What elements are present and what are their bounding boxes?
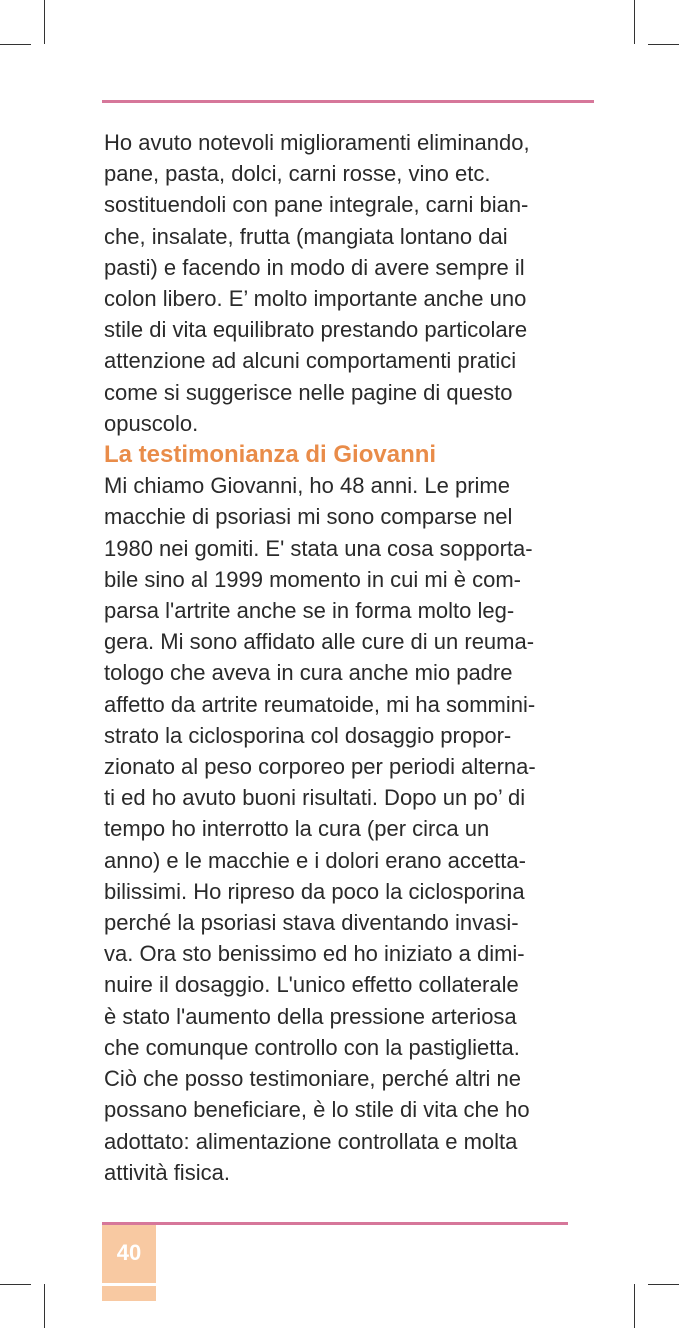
testimony-line: è stato l'aumento della pressione arteriosa (104, 1003, 517, 1029)
testimony-line: parsa l'artrite anche se in forma molto leg- (104, 598, 515, 624)
intro-line: che, insalate, frutta (mangiata lontano dai (104, 223, 508, 249)
testimony-line: va. Ora sto benissimo ed ho iniziato a dimi- (104, 941, 525, 967)
testimony-line: ti ed ho avuto buoni risultati. Dopo un po’ di (104, 785, 526, 811)
testimony-line: tologo che aveva in cura anche mio padre (104, 660, 513, 686)
crop-mark-top-right-horizontal (648, 44, 679, 45)
crop-mark-top-right-vertical (634, 0, 635, 44)
testimony-line: bilissimi. Ho ripreso da poco la ciclosporina (104, 878, 525, 904)
testimony-line: anno) e le macchie e i dolori erano accetta- (104, 847, 526, 873)
crop-mark-top-left-horizontal (0, 44, 31, 45)
page-body (104, 127, 564, 1188)
crop-mark-bottom-right-horizontal (648, 1284, 679, 1285)
crop-mark-bottom-right-vertical (634, 1284, 635, 1328)
intro-line: opuscolo. (104, 410, 199, 436)
testimony-line: zionato al peso corporeo per periodi alterna- (104, 754, 536, 780)
intro-paragraph (104, 127, 564, 439)
testimony-line: possano beneficiare, è lo stile di vita che ho (104, 1097, 530, 1123)
testimony-line: adottato: alimentazione controllata e molta (104, 1128, 518, 1154)
testimony-line: 1980 nei gomiti. E' stata una cosa sopporta- (104, 535, 533, 561)
intro-line: stile di vita equilibrato prestando particolare (104, 317, 528, 343)
intro-line: sostituendoli con pane integrale, carni bian- (104, 192, 529, 218)
testimony-line: attività fisica. (104, 1159, 230, 1185)
testimony-line: Ciò che posso testimoniare, perché altri ne (104, 1066, 521, 1092)
intro-line: pasti) e facendo in modo di avere sempre il (104, 254, 525, 280)
testimony-paragraph (104, 470, 564, 1188)
crop-mark-top-left-vertical (44, 0, 45, 44)
intro-line: attenzione ad alcuni comportamenti pratici (104, 348, 517, 374)
intro-line: pane, pasta, dolci, carni rosse, vino etc. (104, 161, 491, 187)
testimony-line: nuire il dosaggio. L'unico effetto collaterale (104, 972, 519, 998)
page-number: 40 (116, 1240, 142, 1265)
crop-mark-bottom-left-vertical (44, 1284, 45, 1328)
testimony-line: Mi chiamo Giovanni, ho 48 anni. Le prime (104, 473, 510, 499)
intro-line: colon libero. E’ molto importante anche uno (104, 286, 527, 312)
crop-mark-bottom-left-horizontal (0, 1284, 31, 1285)
section-heading: La testimonianza di Giovanni (104, 441, 437, 469)
testimony-line: perché la psoriasi stava diventando invasi- (104, 910, 519, 936)
testimony-line: macchie di psoriasi mi sono comparse nel (104, 504, 513, 530)
testimony-line: tempo ho interrotto la cura (per circa un (104, 816, 490, 842)
page-tab-strip (102, 1286, 156, 1301)
testimony-line: affetto da artrite reumatoide, mi ha sommini- (104, 691, 536, 717)
intro-line: Ho avuto notevoli miglioramenti eliminando, (104, 130, 530, 155)
testimony-line: gera. Mi sono affidato alle cure di un reuma- (104, 629, 535, 655)
top-divider-rule (102, 100, 594, 103)
intro-line: come si suggerisce nelle pagine di questo (104, 379, 513, 405)
testimony-line: bile sino al 1999 momento in cui mi è com- (104, 566, 521, 592)
testimony-line: strato la ciclosporina col dosaggio propor- (104, 722, 512, 748)
bottom-divider-rule (102, 1222, 568, 1225)
testimony-line: che comunque controllo con la pastiglietta. (104, 1034, 520, 1060)
